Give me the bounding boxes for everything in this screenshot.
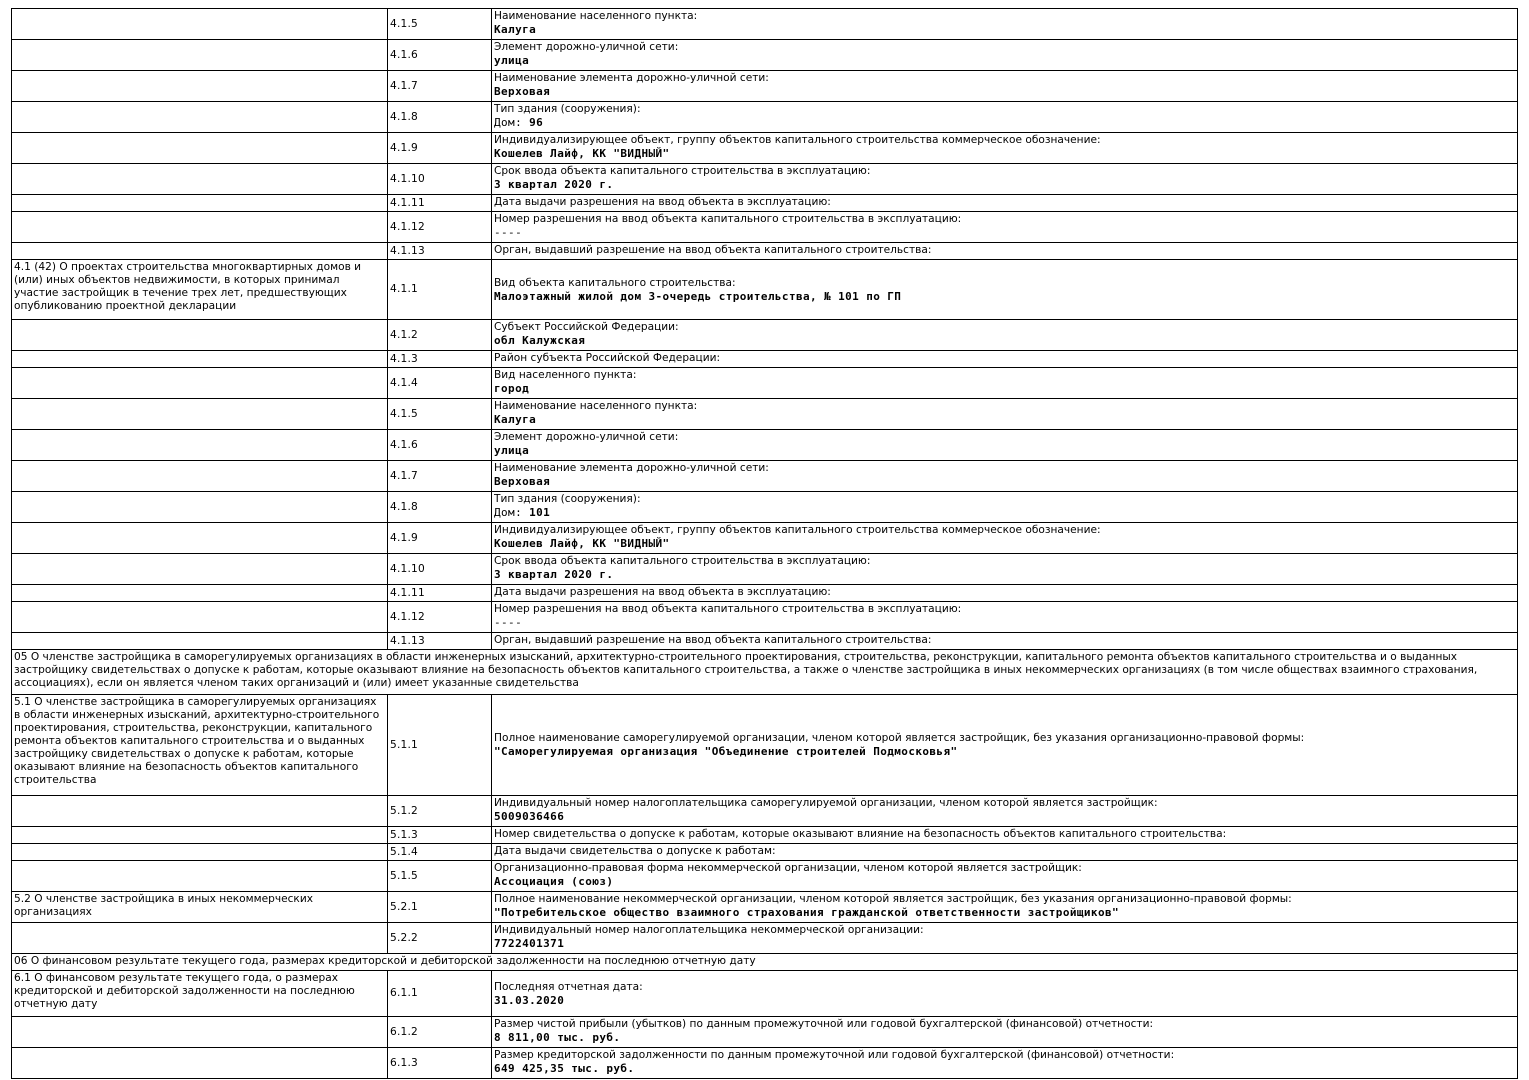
table-row <box>12 430 1518 461</box>
section-title-cell <box>12 461 388 492</box>
field-value: Калуга <box>494 413 537 426</box>
table-row <box>12 554 1518 585</box>
item-number-cell: 4.1.1 <box>388 260 492 320</box>
table-row <box>12 827 1518 844</box>
item-number-cell: 6.1.3 <box>388 1048 492 1079</box>
field-label: Полное наименование саморегулируемой организации, членом которой является застройщик, без указания организационно-правовой формы: <box>494 732 1305 744</box>
item-content-cell <box>492 195 1518 212</box>
field-value <box>494 506 1515 519</box>
field-label: Тип здания (сооружения): <box>494 493 641 505</box>
section-title-cell <box>12 861 388 892</box>
item-number-cell: 4.1.9 <box>388 133 492 164</box>
section-title-cell <box>12 1017 388 1048</box>
item-number-cell: 5.1.3 <box>388 827 492 844</box>
item-content-cell <box>492 212 1518 243</box>
field-value: ---- <box>494 616 523 629</box>
field-value: Верховая <box>494 85 551 98</box>
field-value: обл Калужская <box>494 334 586 347</box>
field-label: Номер свидетельства о допуске к работам, которые оказывают влияние на безопасность объектов капитального строительства: <box>494 828 1227 840</box>
section-title-cell <box>12 633 388 650</box>
item-number-cell: 4.1.12 <box>388 602 492 633</box>
item-content-cell <box>492 971 1518 1017</box>
table-row <box>12 861 1518 892</box>
item-number-cell: 6.1.1 <box>388 971 492 1017</box>
field-value: 7722401371 <box>494 937 565 950</box>
table-row <box>12 320 1518 351</box>
item-content-cell <box>492 554 1518 585</box>
section-title-cell <box>12 9 388 40</box>
section-title-cell <box>12 320 388 351</box>
item-number-cell: 4.1.12 <box>388 212 492 243</box>
field-label: Наименование элемента дорожно-уличной сети: <box>494 462 769 474</box>
section-title-cell: 5.2 О членстве застройщика в иных некоммерческих организациях <box>12 892 388 923</box>
field-value: "Саморегулируемая организация "Объединение строителей Подмосковья" <box>494 745 958 758</box>
field-value: Верховая <box>494 475 551 488</box>
section-title-cell <box>12 796 388 827</box>
field-value: Ассоциация (союз) <box>494 875 614 888</box>
field-label: Дата выдачи разрешения на ввод объекта в эксплуатацию: <box>494 586 831 598</box>
field-label: Субъект Российской Федерации: <box>494 321 679 333</box>
table-row <box>12 102 1518 133</box>
field-label: Индивидуальный номер налогоплательщика саморегулируемой организации, членом которой является застройщик: <box>494 797 1158 809</box>
item-content-cell <box>492 602 1518 633</box>
field-value: 5009036466 <box>494 810 565 823</box>
field-value-prefix: Дом: <box>494 506 530 519</box>
item-number-cell: 4.1.9 <box>388 523 492 554</box>
item-number-cell: 4.1.5 <box>388 399 492 430</box>
field-label: Тип здания (сооружения): <box>494 103 641 115</box>
field-label: Номер разрешения на ввод объекта капитального строительства в эксплуатацию: <box>494 213 962 225</box>
table-row <box>12 368 1518 399</box>
item-content-cell <box>492 923 1518 954</box>
table-row <box>12 71 1518 102</box>
section-title-cell <box>12 844 388 861</box>
table-row <box>12 585 1518 602</box>
item-content-cell <box>492 9 1518 40</box>
field-label: Срок ввода объекта капитального строительства в эксплуатацию: <box>494 555 871 567</box>
section-title-cell <box>12 351 388 368</box>
item-number-cell: 5.1.5 <box>388 861 492 892</box>
field-value: Малоэтажный жилой дом 3-очередь строительства, № 101 по ГП <box>494 289 902 303</box>
section-title-cell <box>12 133 388 164</box>
field-value: Кошелев Лайф, КК "ВИДНЫЙ" <box>494 537 670 550</box>
table-row <box>12 351 1518 368</box>
item-number-cell: 5.1.2 <box>388 796 492 827</box>
item-content-cell <box>492 585 1518 602</box>
table-row <box>12 1048 1518 1079</box>
field-value: 3 квартал 2020 г. <box>494 178 614 191</box>
item-number-cell: 4.1.10 <box>388 164 492 195</box>
table-row <box>12 133 1518 164</box>
item-number-cell: 4.1.11 <box>388 585 492 602</box>
section-title-cell <box>12 71 388 102</box>
table-row <box>12 399 1518 430</box>
item-content-cell <box>492 40 1518 71</box>
item-number-cell: 4.1.8 <box>388 102 492 133</box>
item-content-cell <box>492 861 1518 892</box>
field-value-prefix: Дом: <box>494 116 530 129</box>
field-value: ---- <box>494 226 523 239</box>
section-header-row <box>12 954 1518 971</box>
section-title-cell: 6.1 О финансовом результате текущего года, о размерах кредиторской и дебиторской задолженности на последнюю отчетную дату <box>12 971 388 1017</box>
section-title-cell <box>12 585 388 602</box>
item-number-cell: 4.1.4 <box>388 368 492 399</box>
item-content-cell <box>492 71 1518 102</box>
field-value: "Потребительское общество взаимного страхования гражданской ответственности застройщиков" <box>494 906 1120 919</box>
field-label: Последняя отчетная дата: <box>494 980 643 993</box>
item-number-cell: 4.1.3 <box>388 351 492 368</box>
section-title-cell <box>12 399 388 430</box>
item-number-cell: 4.1.13 <box>388 633 492 650</box>
section-header: 06 О финансовом результате текущего года, размерах кредиторской и дебиторской задолженности на последнюю отчетную дату <box>12 954 1518 971</box>
item-content-cell <box>492 133 1518 164</box>
field-value: Кошелев Лайф, КК "ВИДНЫЙ" <box>494 147 670 160</box>
declaration-table <box>11 8 1518 1079</box>
section-header: 05 О членстве застройщика в саморегулируемых организациях в области инженерных изысканий, архитектурно-строительного проектирования, строительства, реконструкции, капитального ремонта объектов капитального строительства и о выданных застройщику свидетельствах о допуске к работам, которые оказывают влияние на безопасность объектов капитального строительства, а также о членстве застройщика в иных некоммерческих организациях (в том числе обществах взаимного страхования, ассоциациях), если он является членом таких организаций и (или) имеет указанные свидетельства <box>12 650 1518 695</box>
item-content-cell <box>492 243 1518 260</box>
item-content-cell <box>492 430 1518 461</box>
table-row <box>12 796 1518 827</box>
field-label: Элемент дорожно-уличной сети: <box>494 41 679 53</box>
table-row <box>12 923 1518 954</box>
item-content-cell <box>492 351 1518 368</box>
section-title-cell <box>12 523 388 554</box>
item-number-cell: 4.1.2 <box>388 320 492 351</box>
section-title-cell <box>12 212 388 243</box>
item-content-cell <box>492 260 1518 320</box>
item-number-cell: 5.2.2 <box>388 923 492 954</box>
field-label: Наименование населенного пункта: <box>494 400 698 412</box>
field-label: Вид объекта капитального строительства: <box>494 276 736 289</box>
field-label: Номер разрешения на ввод объекта капитального строительства в эксплуатацию: <box>494 603 962 615</box>
section-title-cell <box>12 554 388 585</box>
item-content-cell <box>492 368 1518 399</box>
table-row <box>12 1017 1518 1048</box>
field-label: Наименование элемента дорожно-уличной сети: <box>494 72 769 84</box>
table-row <box>12 633 1518 650</box>
item-number-cell: 4.1.6 <box>388 40 492 71</box>
field-value: улица <box>494 54 530 67</box>
field-label: Индивидуализирующее объект, группу объектов капитального строительства коммерческое обозначение: <box>494 524 1101 536</box>
field-value: Калуга <box>494 23 537 36</box>
section-title-cell <box>12 1048 388 1079</box>
item-content-cell <box>492 844 1518 861</box>
section-title-cell <box>12 102 388 133</box>
field-label: Дата выдачи свидетельства о допуске к работам: <box>494 845 776 857</box>
table-row <box>12 695 1518 796</box>
item-number-cell: 4.1.10 <box>388 554 492 585</box>
section-title-cell <box>12 827 388 844</box>
field-value-main: 101 <box>529 506 551 519</box>
field-value: 8 811,00 тыс. руб. <box>494 1031 621 1044</box>
item-content-cell <box>492 827 1518 844</box>
item-number-cell: 4.1.5 <box>388 9 492 40</box>
section-title-cell <box>12 923 388 954</box>
table-row <box>12 461 1518 492</box>
item-number-cell: 4.1.6 <box>388 430 492 461</box>
field-label: Индивидуальный номер налогоплательщика некоммерческой организации: <box>494 924 924 936</box>
field-value: 31.03.2020 <box>494 993 565 1007</box>
item-content-cell <box>492 492 1518 523</box>
item-number-cell: 4.1.7 <box>388 461 492 492</box>
section-title-cell <box>12 195 388 212</box>
field-value: улица <box>494 444 530 457</box>
section-header-row <box>12 650 1518 695</box>
field-label: Организационно-правовая форма некоммерческой организации, членом которой является застройщик: <box>494 862 1082 874</box>
table-row <box>12 260 1518 320</box>
field-label: Элемент дорожно-уличной сети: <box>494 431 679 443</box>
table-row <box>12 164 1518 195</box>
item-content-cell <box>492 1048 1518 1079</box>
item-number-cell: 4.1.11 <box>388 195 492 212</box>
field-label: Вид населенного пункта: <box>494 369 637 381</box>
section-title-cell: 4.1 (42) О проектах строительства многоквартирных домов и (или) иных объектов недвижимости, в которых принимал участие застройщик в течение трех лет, предшествующих опубликованию проектной декларации <box>12 260 388 320</box>
section-title-cell: 5.1 О членстве застройщика в саморегулируемых организациях в области инженерных изысканий, архитектурно-строительного проектирования, строительства, реконструкции, капитального ремонта объектов капитального строительства и о выданных застройщику свидетельствах о допуске к работам, которые оказывают влияние на безопасность объектов капитального строительства <box>12 695 388 796</box>
field-label: Орган, выдавший разрешение на ввод объекта капитального строительства: <box>494 244 932 256</box>
item-number-cell: 5.1.1 <box>388 695 492 796</box>
field-value: 3 квартал 2020 г. <box>494 568 614 581</box>
item-number-cell: 5.1.4 <box>388 844 492 861</box>
item-number-cell: 5.2.1 <box>388 892 492 923</box>
field-label: Размер кредиторской задолженности по данным промежуточной или годовой бухгалтерской (финансовой) отчетности: <box>494 1049 1175 1061</box>
section-title-cell <box>12 40 388 71</box>
table-row <box>12 40 1518 71</box>
table-row <box>12 195 1518 212</box>
field-label: Наименование населенного пункта: <box>494 10 698 22</box>
item-content-cell <box>492 461 1518 492</box>
item-content-cell <box>492 633 1518 650</box>
field-label: Район субъекта Российской Федерации: <box>494 352 721 364</box>
item-content-cell <box>492 399 1518 430</box>
item-content-cell <box>492 320 1518 351</box>
table-row <box>12 892 1518 923</box>
item-content-cell <box>492 695 1518 796</box>
table-row <box>12 243 1518 260</box>
section-title-cell <box>12 602 388 633</box>
table-row <box>12 844 1518 861</box>
item-content-cell <box>492 796 1518 827</box>
declaration-table-body <box>12 9 1518 1079</box>
item-content-cell <box>492 164 1518 195</box>
item-number-cell: 4.1.7 <box>388 71 492 102</box>
item-number-cell: 4.1.8 <box>388 492 492 523</box>
section-title-cell <box>12 164 388 195</box>
table-row <box>12 971 1518 1017</box>
field-value: 649 425,35 тыс. руб. <box>494 1062 635 1075</box>
table-row <box>12 492 1518 523</box>
field-label: Срок ввода объекта капитального строительства в эксплуатацию: <box>494 165 871 177</box>
table-row <box>12 212 1518 243</box>
field-label: Полное наименование некоммерческой организации, членом которой является застройщик, без указания организационно-правовой формы: <box>494 893 1292 905</box>
section-title-cell <box>12 492 388 523</box>
item-content-cell <box>492 523 1518 554</box>
field-label: Дата выдачи разрешения на ввод объекта в эксплуатацию: <box>494 196 831 208</box>
section-title-cell <box>12 243 388 260</box>
table-row <box>12 9 1518 40</box>
item-content-cell <box>492 102 1518 133</box>
section-title-cell <box>12 368 388 399</box>
section-title-cell <box>12 430 388 461</box>
field-value: город <box>494 382 530 395</box>
table-row <box>12 523 1518 554</box>
table-row <box>12 602 1518 633</box>
field-label: Орган, выдавший разрешение на ввод объекта капитального строительства: <box>494 634 932 646</box>
item-number-cell: 6.1.2 <box>388 1017 492 1048</box>
field-value-main: 96 <box>529 116 544 129</box>
item-number-cell: 4.1.13 <box>388 243 492 260</box>
field-label: Индивидуализирующее объект, группу объектов капитального строительства коммерческое обозначение: <box>494 134 1101 146</box>
item-content-cell <box>492 1017 1518 1048</box>
field-label: Размер чистой прибыли (убытков) по данным промежуточной или годовой бухгалтерской (финансовой) отчетности: <box>494 1018 1154 1030</box>
item-content-cell <box>492 892 1518 923</box>
field-value <box>494 116 1515 129</box>
